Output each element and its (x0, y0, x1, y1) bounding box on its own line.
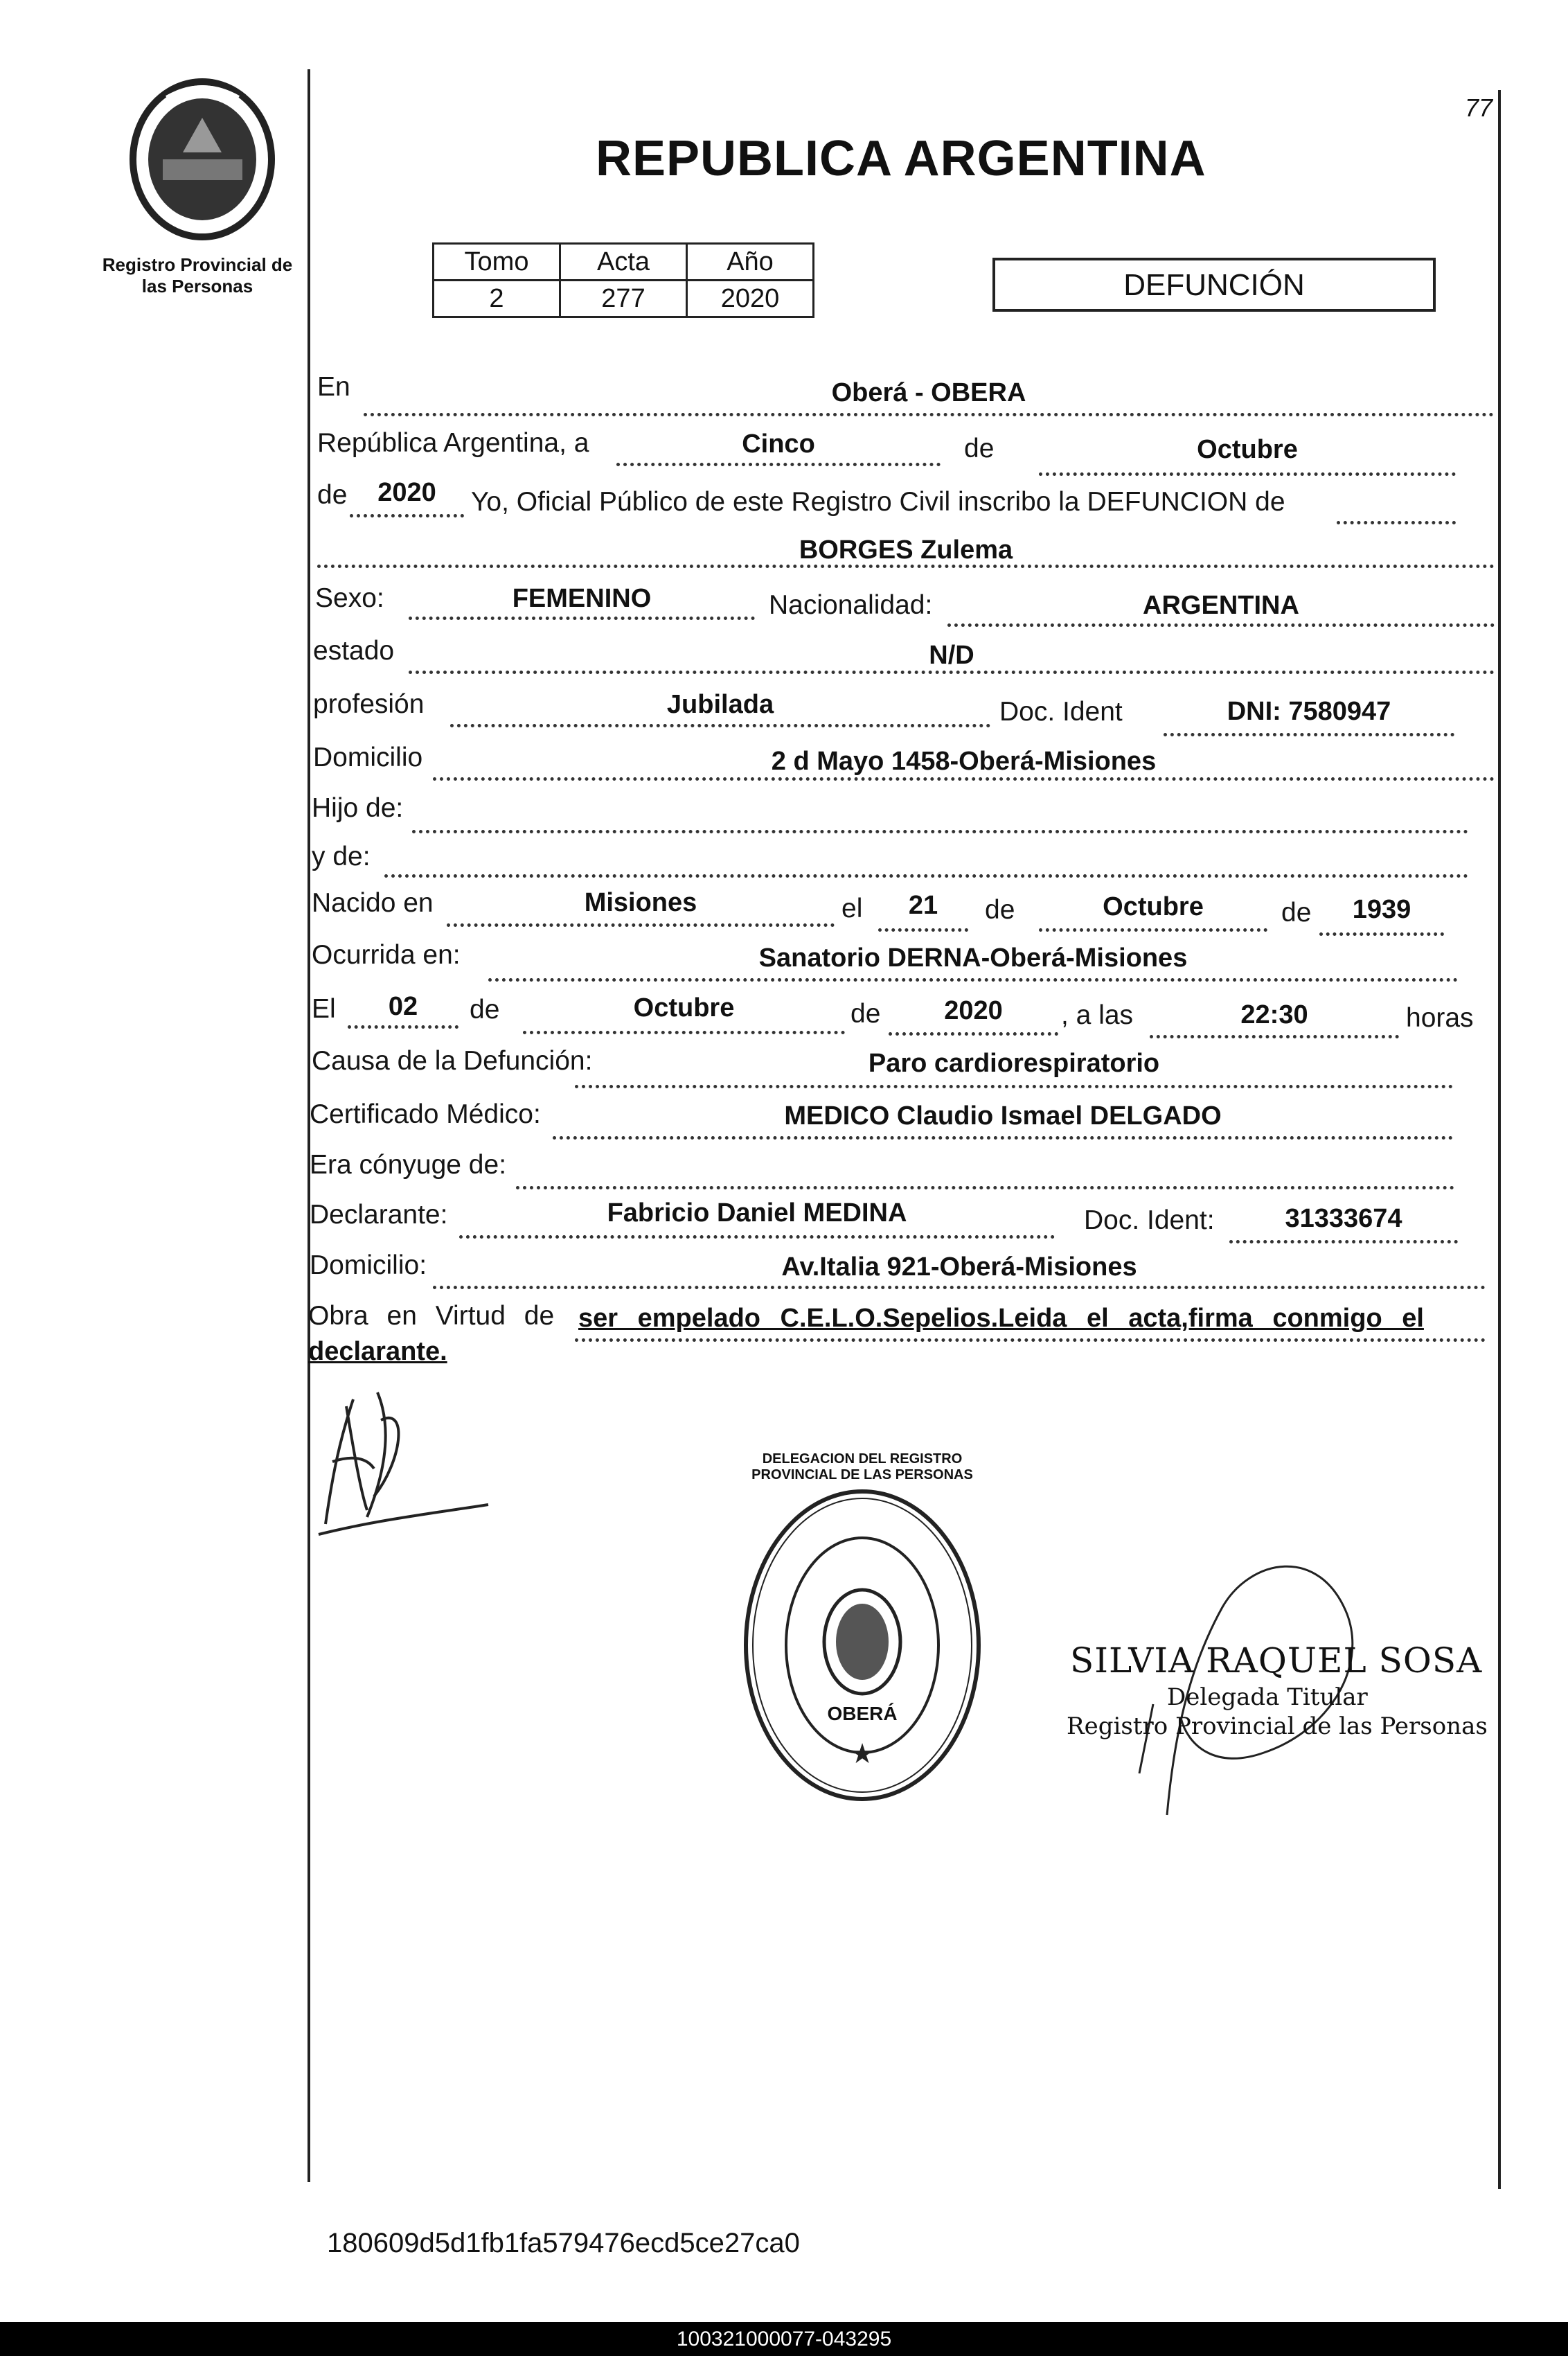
hijo-label: Hijo de: (312, 793, 404, 823)
death-day-value: 02 (388, 992, 418, 1021)
de3-label: de (1281, 898, 1312, 928)
tomo-header: Tomo (434, 244, 560, 281)
doc-ident-dotted-line (1164, 733, 1454, 736)
doc-ident-label: Doc. Ident (999, 697, 1123, 727)
statement-text: Yo, Oficial Público de este Registro Civil inscribo la DEFUNCION de (471, 487, 1285, 517)
month-dotted-line (1039, 472, 1456, 476)
ocurrida-dotted-line (488, 978, 1458, 982)
year-prefix-label: de (317, 480, 348, 510)
day-dotted-line (616, 463, 941, 466)
obra-dotted-line (575, 1338, 1486, 1342)
obra-value-line2: declarante. (308, 1337, 447, 1366)
domicilio2-label: Domicilio: (310, 1250, 427, 1280)
estado-value: N/D (929, 641, 974, 670)
birth-day-value: 21 (908, 891, 938, 920)
horas-label: horas (1406, 1003, 1474, 1033)
sexo-label: Sexo: (315, 583, 384, 613)
el2-label: El (312, 994, 336, 1024)
sexo-dotted-line (409, 617, 755, 620)
causa-value: Paro cardiorespiratorio (868, 1049, 1160, 1078)
ocurrida-value: Sanatorio DERNA-Oberá-Misiones (758, 944, 1188, 973)
sexo-value: FEMENINO (512, 584, 652, 613)
certificado-value: MEDICO Claudio Ismael DELGADO (784, 1101, 1222, 1131)
profesion-dotted-line (450, 724, 990, 727)
conyuge-label: Era cónyuge de: (310, 1150, 507, 1180)
anio-header: Año (687, 244, 814, 281)
doc-ident2-value: 31333674 (1285, 1204, 1402, 1233)
death-year-value: 2020 (944, 996, 1003, 1025)
obra-label: Obra en Virtud de (308, 1301, 555, 1331)
yde-dotted-line (384, 874, 1468, 878)
registry-name (90, 254, 305, 297)
death-time-dotted-line (1150, 1035, 1399, 1038)
domicilio2-dotted-line (433, 1286, 1486, 1289)
acta-value: 277 (560, 281, 687, 317)
nacionalidad-dotted-line (947, 623, 1495, 627)
estado-dotted-line (409, 671, 1495, 674)
registry-name-line1: Registro Provincial de (102, 254, 293, 275)
death-time-value: 22:30 (1240, 1000, 1308, 1029)
en-value: Oberá - OBERA (831, 378, 1026, 407)
declarante-value: Fabricio Daniel MEDINA (607, 1198, 907, 1228)
record-table-value-row (434, 281, 814, 317)
birth-year-dotted-line (1319, 932, 1444, 936)
svg-text:★: ★ (850, 1739, 875, 1769)
de4-label: de (470, 995, 500, 1025)
declarante-dotted-line (459, 1235, 1055, 1239)
nacionalidad-label: Nacionalidad: (769, 590, 933, 620)
nacido-value: Misiones (584, 888, 697, 917)
death-year-dotted-line (889, 1032, 1058, 1036)
right-margin-line (1498, 90, 1501, 2189)
tomo-value: 2 (434, 281, 560, 317)
scan-id-bar (0, 2322, 1568, 2356)
conyuge-dotted-line (516, 1186, 1454, 1189)
death-month-value: Octubre (633, 993, 735, 1022)
domicilio-label: Domicilio (313, 743, 423, 772)
domicilio-dotted-line (433, 777, 1495, 781)
certificado-dotted-line (553, 1136, 1453, 1140)
birth-day-dotted-line (878, 928, 968, 932)
nacionalidad-value: ARGENTINA (1143, 591, 1299, 620)
de-label: de (964, 434, 995, 463)
el-label: el (841, 894, 863, 923)
doc-ident2-label: Doc. Ident: (1084, 1205, 1215, 1235)
statement-dotted-line (1337, 521, 1456, 524)
birth-month-dotted-line (1039, 928, 1267, 932)
ocurrida-label: Ocurrida en: (312, 940, 461, 970)
birth-year-value: 1939 (1352, 895, 1411, 924)
de2-label: de (985, 895, 1015, 925)
day-words-value: Cinco (742, 429, 815, 459)
official-office: Registro Provincial de las Personas (1067, 1712, 1488, 1740)
domicilio-value: 2 d Mayo 1458-Oberá-Misiones (771, 747, 1157, 776)
profesion-label: profesión (313, 689, 425, 719)
de5-label: de (850, 999, 881, 1029)
document-type-box: DEFUNCIÓN (992, 258, 1436, 312)
record-table-header-row (434, 244, 814, 281)
domicilio2-value: Av.Italia 921-Oberá-Misiones (781, 1252, 1137, 1282)
province-seal-logo (125, 76, 280, 242)
doc-ident2-dotted-line (1229, 1240, 1458, 1243)
yde-label: y de: (312, 842, 371, 871)
doc-ident-value: DNI: 7580947 (1227, 697, 1391, 726)
en-dotted-line (364, 413, 1494, 416)
death-month-dotted-line (523, 1031, 845, 1034)
page-number: 77 (1465, 94, 1493, 122)
causa-dotted-line (575, 1085, 1453, 1088)
page-title: REPUBLICA ARGENTINA (596, 131, 1206, 186)
nacido-dotted-line (447, 923, 835, 927)
deceased-name-value: BORGES Zulema (799, 535, 1013, 565)
declarante-label: Declarante: (310, 1200, 448, 1230)
obra-value-line1: ser empelado C.E.L.O.Sepelios.Leida el acta,firma conmigo el (578, 1304, 1424, 1333)
alas-label: , a las (1061, 1000, 1134, 1030)
stamp-city: OBERÁ (827, 1703, 898, 1724)
document-hash: 180609d5d1fb1fa579476ecd5ce27ca0 (327, 2228, 800, 2258)
declarant-signature (312, 1379, 506, 1545)
acta-header: Acta (560, 244, 687, 281)
birth-month-value: Octubre (1103, 892, 1204, 921)
year-dotted-line (350, 514, 464, 517)
nacido-label: Nacido en (312, 888, 434, 918)
profesion-value: Jubilada (666, 690, 774, 719)
anio-value: 2020 (687, 281, 814, 317)
causa-label: Causa de la Defunción: (312, 1046, 593, 1076)
estado-label: estado (313, 636, 395, 666)
registry-name-line2: las Personas (141, 276, 253, 296)
death-day-dotted-line (348, 1025, 458, 1029)
year-value: 2020 (377, 478, 436, 507)
republica-label: República Argentina, a (317, 428, 589, 458)
official-name: SILVIA RAQUEL SOSA (1070, 1640, 1483, 1681)
official-title: Delegada Titular (1167, 1683, 1368, 1711)
certificado-label: Certificado Médico: (310, 1099, 541, 1129)
en-label: En (317, 372, 350, 402)
scan-id: 100321000077-043295 (676, 2328, 892, 2350)
delegation-stamp (734, 1482, 990, 1808)
hijo-dotted-line (412, 830, 1468, 833)
stamp-ring-text: DELEGACION DEL REGISTRO PROVINCIAL DE LAS PERSONAS (751, 1451, 973, 1482)
record-table (432, 242, 814, 318)
month-value: Octubre (1197, 435, 1298, 464)
